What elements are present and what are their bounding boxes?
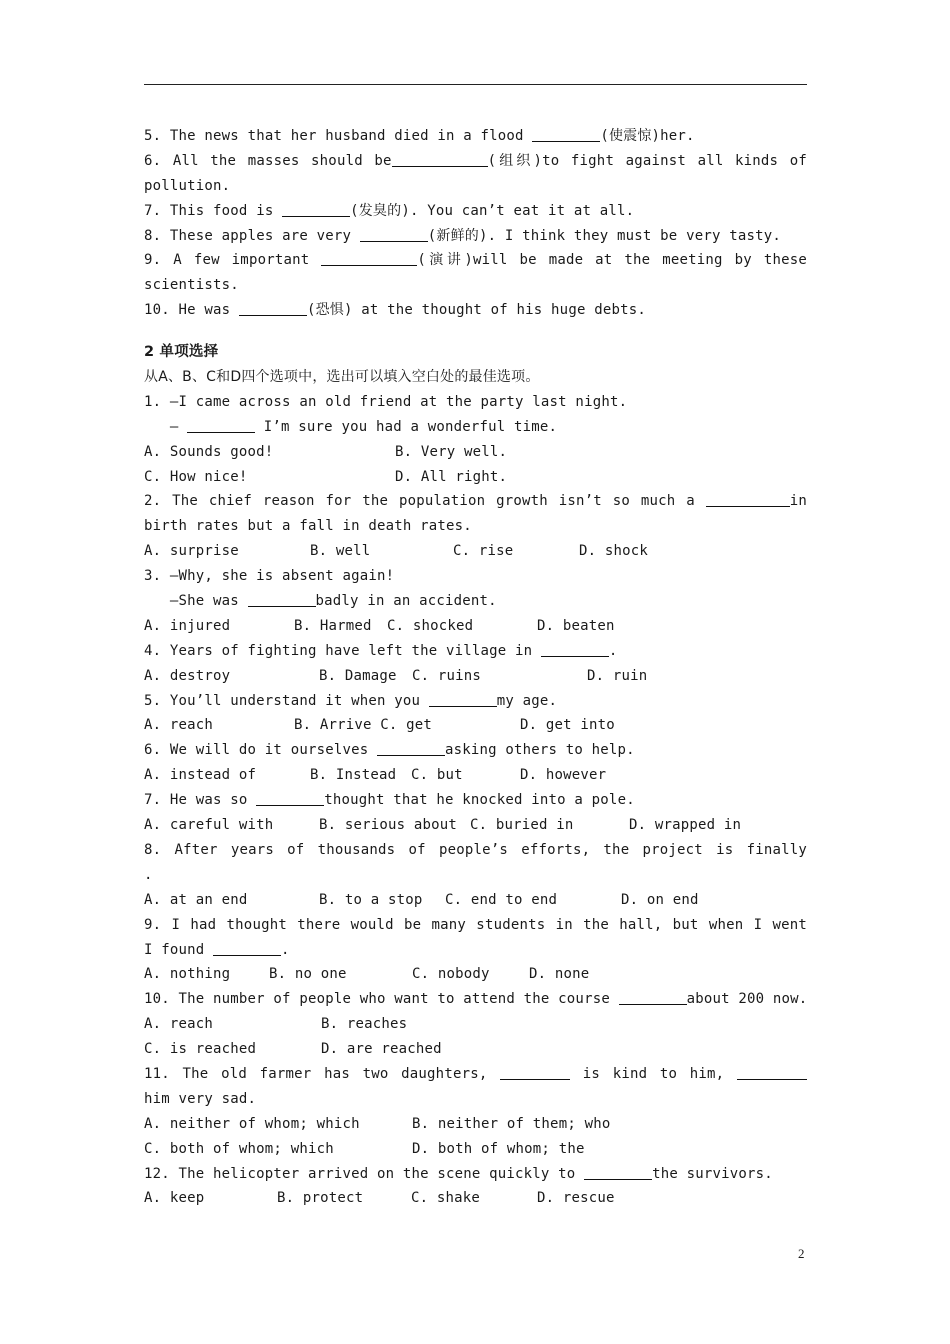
- answer-blank[interactable]: [500, 1065, 570, 1080]
- question-text: 5. You’ll understand it when you: [144, 692, 429, 709]
- question-text: my age.: [496, 692, 558, 709]
- option-c[interactable]: C. buried in: [470, 817, 574, 834]
- answer-blank[interactable]: [282, 202, 350, 217]
- option-a[interactable]: A. Sounds good!: [144, 443, 274, 460]
- question-text: 2. The chief reason for the population growth isn’t so much a: [144, 493, 695, 510]
- item-hint: (发臭的). You can’t eat it at all.: [350, 202, 635, 219]
- question-12-options: [144, 1186, 807, 1211]
- option-b[interactable]: B. Very well.: [395, 443, 508, 460]
- option-c[interactable]: C. both of whom; which: [144, 1140, 334, 1157]
- item-continuation: scientists.: [144, 277, 239, 294]
- question-text: is kind to him,: [570, 1065, 737, 1082]
- question-8-options: [144, 888, 807, 913]
- option-b[interactable]: B. well: [310, 543, 371, 560]
- option-b-c[interactable]: B. Arrive C. get: [294, 717, 433, 734]
- answer-blank[interactable]: [429, 692, 497, 707]
- question-1-options: [144, 440, 807, 465]
- question-7: [144, 788, 807, 813]
- question-3-reply: [144, 589, 807, 614]
- item-continuation: pollution.: [144, 177, 231, 194]
- option-d[interactable]: D. are reached: [321, 1041, 442, 1058]
- item-text: All the masses should be: [172, 152, 392, 169]
- question-2-options: [144, 539, 807, 564]
- page-number: 2: [798, 1246, 805, 1261]
- option-d[interactable]: D. All right.: [395, 468, 508, 485]
- question-1-options: [144, 465, 807, 490]
- item-number: 5.: [144, 128, 162, 144]
- item-text: These apples are very: [169, 227, 360, 244]
- reply-text: badly in an accident.: [315, 593, 497, 610]
- question-10-options: [144, 1012, 807, 1037]
- section-instruction: 从A、B、C和D四个选项中，选出可以填入空白处的最佳选项。: [144, 369, 540, 386]
- question-text: the survivors.: [652, 1165, 773, 1182]
- question-text: thought that he knocked into a pole.: [324, 792, 635, 809]
- option-d[interactable]: D. rescue: [537, 1190, 615, 1207]
- option-c[interactable]: C. How nice!: [144, 468, 248, 485]
- question-5-options: [144, 713, 807, 738]
- option-a[interactable]: A. keep: [144, 1190, 205, 1207]
- option-a[interactable]: A. reach: [144, 717, 214, 734]
- question-1: 1. —I came across an old friend at the party last night.: [144, 393, 628, 410]
- option-b[interactable]: B. protect: [277, 1190, 364, 1207]
- item-text: The news that her husband died in a flood: [169, 128, 533, 144]
- option-a[interactable]: A. instead of: [144, 767, 257, 784]
- fill-in-item: [144, 149, 807, 174]
- question-1-reply: [144, 415, 807, 440]
- option-d[interactable]: D. shock: [579, 543, 649, 560]
- answer-blank[interactable]: [321, 251, 417, 266]
- question-12: [144, 1162, 807, 1187]
- option-d[interactable]: D. beaten: [537, 617, 615, 634]
- question-9-continuation: [144, 938, 807, 963]
- option-d[interactable]: D. none: [529, 966, 590, 983]
- item-hint: (恐惧) at the thought of his huge debts.: [306, 302, 646, 319]
- option-b[interactable]: B. Instead: [310, 767, 397, 784]
- question-7-options: [144, 813, 807, 838]
- question-11-options: [144, 1137, 807, 1162]
- option-c[interactable]: C. shocked: [387, 617, 474, 634]
- option-b[interactable]: B. reaches: [321, 1016, 408, 1033]
- question-11: [144, 1062, 807, 1087]
- item-number: 9.: [144, 252, 162, 269]
- worksheet-content: [144, 124, 807, 1211]
- question-6: [144, 738, 807, 763]
- answer-blank[interactable]: [213, 941, 281, 956]
- fill-in-item: [144, 298, 807, 323]
- item-hint: (演讲)will be made at the meeting by these: [417, 252, 807, 269]
- answer-blank[interactable]: [619, 990, 687, 1005]
- item-text: He was: [178, 302, 239, 319]
- question-text: in: [789, 493, 807, 510]
- option-b[interactable]: B. Harmed: [294, 617, 372, 634]
- answer-blank[interactable]: [541, 642, 609, 657]
- option-a[interactable]: A. reach: [144, 1016, 214, 1033]
- item-number: 8.: [144, 227, 162, 244]
- question-text: asking others to help.: [444, 742, 635, 759]
- option-d[interactable]: D. wrapped in: [629, 817, 742, 834]
- answer-blank[interactable]: [256, 791, 324, 806]
- option-c[interactable]: C. shake: [411, 1190, 481, 1207]
- option-a[interactable]: A. injured: [144, 617, 231, 634]
- option-c[interactable]: C. end to end: [445, 891, 558, 908]
- answer-blank[interactable]: [737, 1065, 807, 1080]
- question-text: 4. Years of fighting have left the village in: [144, 642, 541, 659]
- answer-blank[interactable]: [187, 418, 255, 433]
- option-d[interactable]: D. get into: [520, 717, 615, 734]
- question-3: 3. —Why, she is absent again!: [144, 568, 395, 585]
- question-8: 8. After years of thousands of people’s efforts, the project is finally: [144, 841, 807, 858]
- header-rule: [144, 84, 807, 85]
- question-text: .: [144, 866, 153, 883]
- answer-blank[interactable]: [377, 741, 445, 756]
- option-c[interactable]: C. ruins: [412, 667, 482, 684]
- item-text: A few important: [173, 252, 322, 269]
- question-11-options: [144, 1112, 807, 1137]
- option-d[interactable]: D. on end: [621, 891, 699, 908]
- question-text: I found: [144, 941, 214, 958]
- option-a[interactable]: A. neither of whom; which: [144, 1115, 360, 1132]
- option-c[interactable]: C. is reached: [144, 1041, 257, 1058]
- option-b[interactable]: B. to a stop: [319, 891, 423, 908]
- reply-dash: —: [144, 418, 188, 435]
- option-a[interactable]: A. destroy: [144, 667, 231, 684]
- reply-text: —She was: [144, 593, 248, 610]
- question-text: 11. The old farmer has two daughters,: [144, 1065, 501, 1082]
- option-c[interactable]: C. nobody: [412, 966, 490, 983]
- item-number: 7.: [144, 202, 162, 219]
- question-9-options: [144, 962, 807, 987]
- answer-blank[interactable]: [360, 227, 428, 242]
- question-2: [144, 489, 807, 514]
- option-d[interactable]: D. however: [520, 767, 607, 784]
- question-text: .: [608, 642, 618, 659]
- item-number: 10.: [144, 302, 170, 319]
- question-8-continuation: [144, 863, 807, 888]
- option-a[interactable]: A. at an end: [144, 891, 248, 908]
- fill-in-item: [144, 124, 807, 149]
- answer-blank[interactable]: [239, 301, 307, 316]
- question-3-options: [144, 614, 807, 639]
- option-b[interactable]: B. Damage: [319, 667, 397, 684]
- item-hint: (组织)to fight against all kinds of: [487, 152, 807, 169]
- option-a[interactable]: A. surprise: [144, 543, 239, 560]
- reply-text: I’m sure you had a wonderful time.: [255, 418, 558, 435]
- question-4: [144, 639, 807, 664]
- question-6-options: [144, 763, 807, 788]
- question-text: 6. We will do it ourselves: [144, 742, 377, 759]
- fill-in-item: [144, 224, 807, 249]
- answer-blank[interactable]: [532, 127, 600, 142]
- question-text: 12. The helicopter arrived on the scene quickly to: [144, 1165, 585, 1182]
- option-b[interactable]: B. neither of them; who: [412, 1115, 611, 1132]
- question-4-options: [144, 664, 807, 689]
- option-c[interactable]: C. rise: [453, 543, 514, 560]
- option-d[interactable]: D. ruin: [587, 667, 648, 684]
- option-a[interactable]: A. careful with: [144, 817, 274, 834]
- option-c[interactable]: C. but: [411, 767, 463, 784]
- answer-blank[interactable]: [706, 492, 790, 507]
- answer-blank[interactable]: [392, 152, 488, 167]
- question-10-options: [144, 1037, 807, 1062]
- question-2-continuation: birth rates but a fall in death rates.: [144, 518, 472, 535]
- question-10: [144, 987, 807, 1012]
- answer-blank[interactable]: [248, 592, 316, 607]
- fill-in-item: [144, 199, 807, 224]
- option-b[interactable]: B. no one: [269, 966, 347, 983]
- option-a[interactable]: A. nothing: [144, 966, 231, 983]
- answer-blank[interactable]: [584, 1165, 652, 1180]
- option-d[interactable]: D. both of whom; the: [412, 1140, 585, 1157]
- item-text: This food is: [169, 202, 283, 219]
- question-5: [144, 689, 807, 714]
- question-text: 7. He was so: [144, 792, 257, 809]
- item-hint: (使震惊)her.: [600, 128, 695, 144]
- option-b[interactable]: B. serious about: [319, 817, 458, 834]
- item-number: 6.: [144, 152, 162, 169]
- question-9: 9. I had thought there would be many students in the hall, but when I went: [144, 916, 807, 933]
- question-text: 10. The number of people who want to attend the course: [144, 991, 619, 1008]
- question-text: about 200 now.: [686, 991, 807, 1008]
- section-title: 2 单项选择: [144, 344, 219, 361]
- fill-in-item: [144, 248, 807, 273]
- question-11-continuation: him very sad.: [144, 1090, 257, 1107]
- question-text: .: [281, 941, 290, 958]
- item-hint: (新鲜的). I think they must be very tasty.: [427, 227, 781, 244]
